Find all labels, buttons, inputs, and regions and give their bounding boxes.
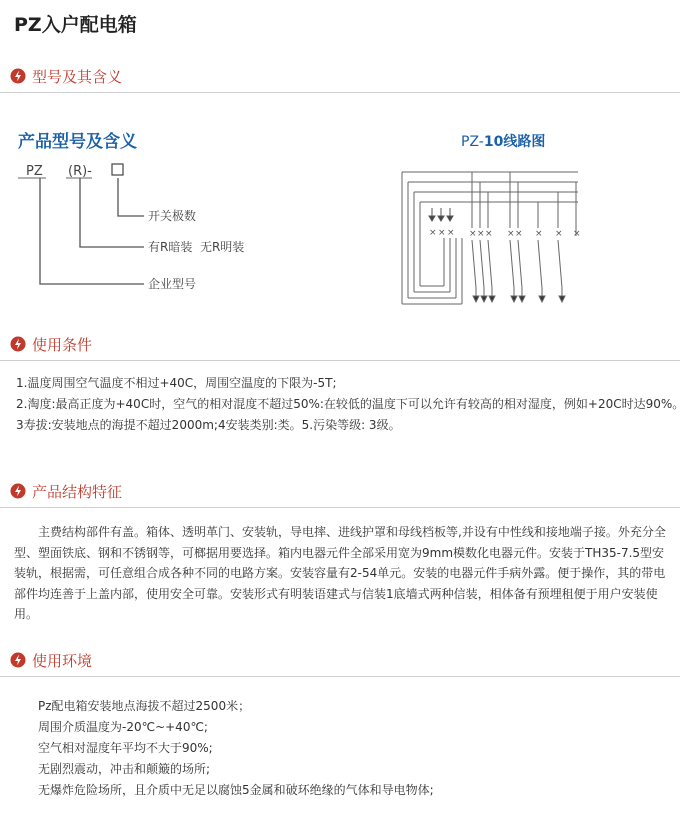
section-title-environment: 使用环境 (32, 652, 93, 670)
main-switch (429, 208, 455, 238)
code-box (112, 164, 123, 175)
label-company: 企业型号 (148, 277, 197, 291)
label-mount: 有R暗装 无R明装 (148, 240, 245, 254)
lightning-bolt-icon (10, 483, 26, 499)
structure-paragraph: 主费结构部件有盖。箱体、透明革门、安装轨，导电摔、进线护罩和母线档板等,并设有中性线和接地端子接。外充分全型、塑面铁底、钢和不锈钢等，可榔据用要选择。箱内电器元件全部采用宽为9mm模数化电器元件。安装于TH35-7.5型安装轨，根据需，可任意组合成各种不同的电路方案。安装容量有2-54单元。安装的电器元件手病外露。便于操作，其的带电部件均连善于上盖内部，使用安全可靠。安装形式有明装语建式与信装1底墙式两种信装，相体备有预埋租便于用户安装使用。 (14, 525, 666, 621)
svg-text:×: × (469, 229, 477, 239)
svg-text:×: × (535, 229, 543, 239)
code-r: (R)- (68, 164, 92, 179)
section-header-structure (0, 479, 680, 508)
environment-line-5: 无爆炸危险场所，且介质中无足以腐蚀5金属和破环绝缘的气体和导电物体; (38, 783, 434, 797)
leader-poles (118, 178, 144, 216)
figure-right-title: PZ-10线路图 (461, 134, 546, 150)
section-header-model (0, 64, 680, 93)
environment-line-2: 周围介质温度为-20℃~+40℃; (38, 720, 208, 734)
section-header-environment (0, 648, 680, 677)
code-pz: PZ (26, 164, 43, 179)
condition-line-3: 3寿拔:安装地点的海提不超过2000m;4安装类别:类。5.污染等级: 3级。 (16, 418, 401, 432)
svg-text:×: × (438, 228, 446, 238)
section-title-model: 型号及其含义 (32, 68, 123, 86)
page-title: PZ入户配电箱 (14, 14, 137, 36)
section-title-conditions: 使用条件 (32, 336, 93, 354)
svg-text:×: × (515, 229, 523, 239)
section-title-structure: 产品结构特征 (32, 483, 123, 501)
label-poles: 开关极数 (148, 209, 197, 223)
svg-text:×: × (507, 229, 515, 239)
lightning-bolt-icon (10, 336, 26, 352)
figure-left-title: 产品型号及含义 (18, 132, 137, 152)
lightning-bolt-icon (10, 68, 26, 84)
svg-text:×: × (477, 229, 485, 239)
leader-mount (80, 178, 144, 247)
svg-text:×: × (555, 229, 563, 239)
condition-line-1: 1.温度周围空气温度不相过+40C，周围空温度的下限为-5T; (16, 376, 337, 390)
lightning-bolt-icon (10, 652, 26, 668)
svg-text:×: × (429, 228, 437, 238)
condition-line-2: 2.淘度:最高正度为+40C时，空气的相对混度不超过50%:在较低的温度下可以允许有较高的相对湿度，例如+20C时达90%。 (16, 397, 685, 411)
leader-company (40, 178, 144, 284)
svg-text:×: × (447, 228, 455, 238)
section-header-conditions (0, 332, 680, 361)
environment-line-4: 无剧烈震动，冲击和颠簸的场所; (38, 762, 211, 776)
environment-line-1: Pz配电箱安装地点海拔不超过2500米； (38, 699, 251, 713)
svg-text:×: × (573, 229, 581, 239)
environment-line-3: 空气相对湿度年平均不大于90%; (38, 741, 213, 755)
model-figure (10, 118, 680, 333)
svg-text:×: × (485, 229, 493, 239)
